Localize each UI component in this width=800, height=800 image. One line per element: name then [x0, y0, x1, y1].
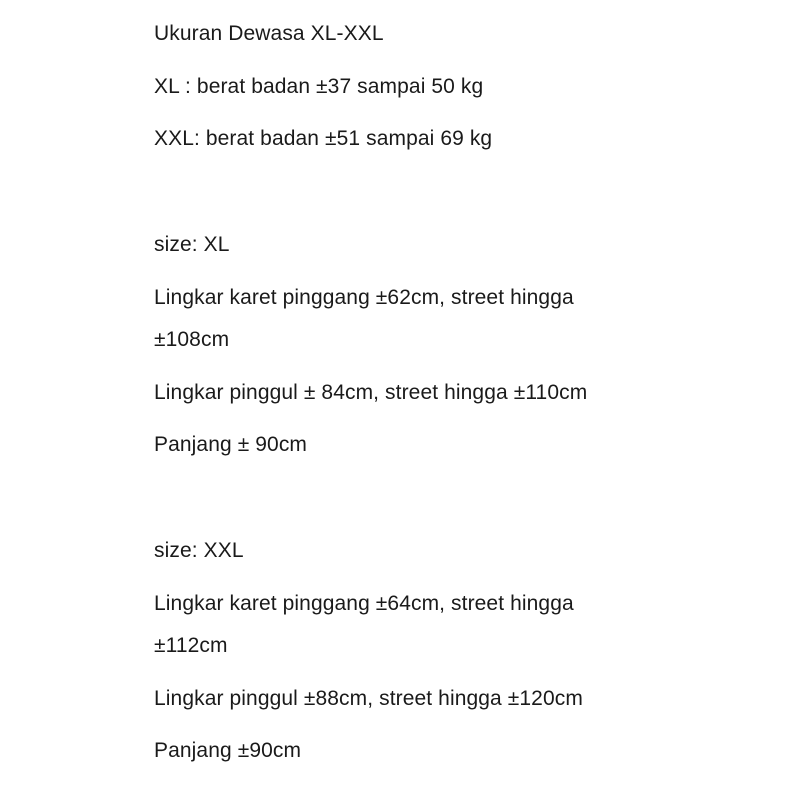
size-xxl-waist-line-1: Lingkar karet pinggang ±64cm, street hingga — [154, 592, 574, 615]
size-xl-waist-line-1: Lingkar karet pinggang ±62cm, street hingga — [154, 286, 574, 309]
size-xl-heading: size: XL — [154, 233, 230, 256]
document-title: Ukuran Dewasa XL-XXL — [154, 22, 384, 45]
size-xxl-hip: Lingkar pinggul ±88cm, street hingga ±120cm — [154, 687, 583, 710]
xl-weight-range: XL : berat badan ±37 sampai 50 kg — [154, 75, 484, 98]
size-xxl-waist-line-2: ±112cm — [154, 634, 228, 657]
size-xl-hip: Lingkar pinggul ± 84cm, street hingga ±110cm — [154, 381, 588, 404]
size-xl-waist-line-2: ±108cm — [154, 328, 230, 351]
size-xxl-length: Panjang ±90cm — [154, 739, 302, 762]
size-xxl-heading: size: XXL — [154, 539, 244, 562]
size-xl-length: Panjang ± 90cm — [154, 433, 308, 456]
xxl-weight-range: XXL: berat badan ±51 sampai 69 kg — [154, 127, 493, 150]
